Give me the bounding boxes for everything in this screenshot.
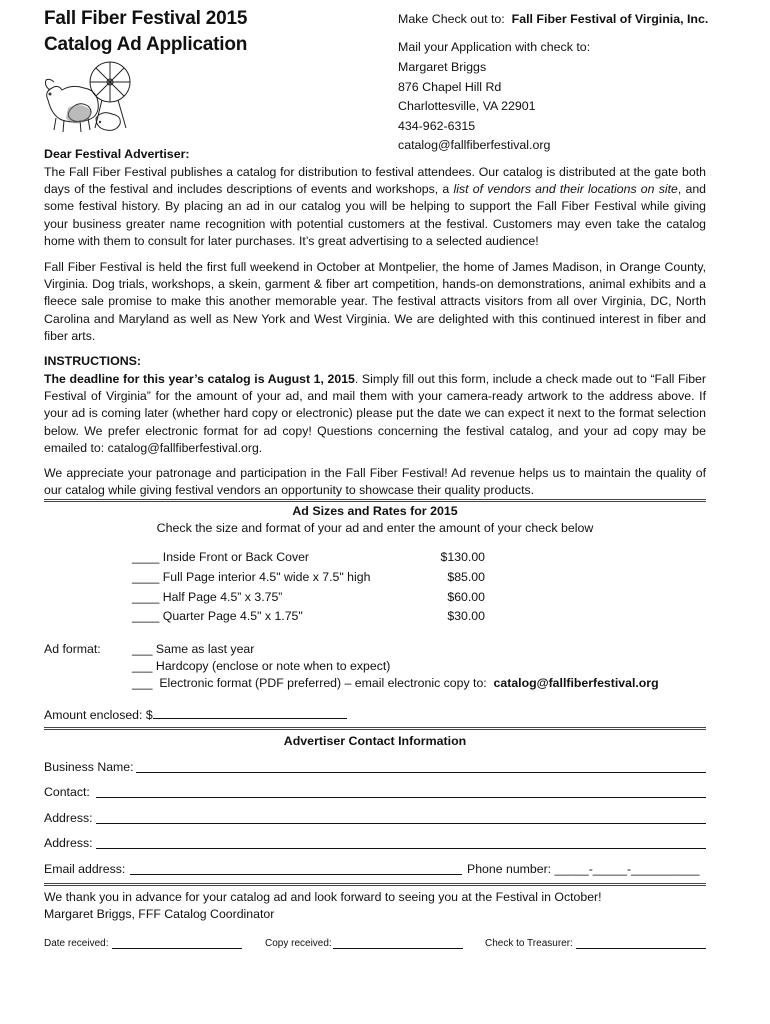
format-option-text: ___ Electronic format (PDF preferred) – email electronic copy to: — [132, 676, 494, 690]
address-label: Address: — [44, 811, 93, 825]
rates-heading: Ad Sizes and Rates for 2015 — [292, 504, 458, 518]
phone-field[interactable]: Phone number: _____-_____-__________ — [467, 862, 700, 876]
section-divider — [44, 727, 706, 730]
section-divider — [44, 499, 706, 502]
date-received-label: Date received: — [44, 938, 109, 949]
rate-option-cover[interactable]: ____ Inside Front or Back Cover — [132, 550, 310, 564]
address-field-1[interactable] — [96, 811, 706, 824]
deadline-text: The deadline for this year’s catalog is August 1, 2015 — [44, 372, 355, 386]
copy-received-field[interactable] — [333, 938, 463, 949]
format-option-electronic[interactable] — [132, 676, 659, 690]
closing-thanks: We thank you in advance for your catalog ad and look forward to seeing you at the Festival in October! — [44, 890, 602, 904]
email-field[interactable] — [130, 862, 462, 875]
check-payee: Fall Fiber Festival of Virginia, Inc. — [511, 12, 709, 26]
mail-address — [398, 58, 550, 156]
title-line-1: Fall Fiber Festival 2015 — [44, 8, 248, 29]
address-line: catalog@fallfiberfestival.org — [398, 138, 551, 152]
paragraph-appreciation: We appreciate your patronage and participation in the Fall Fiber Festival! Ad revenue helps us to maintain the quality of our catalog while giving festival vendors an opportunity to showcase their quality products. — [44, 466, 706, 498]
address-line: Charlottesville, VA 22901 — [398, 99, 536, 113]
rate-price: $85.00 — [447, 570, 485, 584]
check-label: Make Check out to: — [398, 12, 505, 26]
contact-field[interactable] — [96, 785, 706, 798]
check-payable-line — [398, 10, 708, 30]
amount-label: Amount enclosed: $ — [44, 708, 153, 722]
rate-option-half-page[interactable]: ____ Half Page 4.5” x 3.75” — [132, 590, 283, 604]
check-treasurer-label: Check to Treasurer: — [485, 938, 573, 949]
address-label: Address: — [44, 836, 93, 850]
rate-option-full-page[interactable]: ____ Full Page interior 4.5" wide x 7.5" high — [132, 570, 371, 584]
address-field-2[interactable] — [96, 836, 706, 849]
format-option-hardcopy[interactable]: ___ Hardcopy (enclose or note when to expect) — [132, 659, 391, 673]
check-treasurer-field[interactable] — [576, 938, 706, 949]
rates-subheading: Check the size and format of your ad and enter the amount of your check below — [156, 521, 594, 535]
paragraph-festival-info: Fall Fiber Festival is held the first full weekend in October at Montpelier, the home of James Madison, in Orange County, Virginia. Dog trials, workshops, a skein, garment & fiber art competition, hands-on demonstrations, animal exhibits and a fleece sale promise to make this another memorable year. The festival attracts visitors from all over Virginia, DC, North Carolina and Maryland as well as New York and West Virginia. We are delighted with this continued interest in fiber and fiber arts. — [44, 260, 706, 343]
rate-price: $130.00 — [440, 550, 485, 564]
copy-received-label: Copy received: — [265, 938, 332, 949]
ad-format-label: Ad format: — [44, 642, 101, 656]
mail-label: Mail your Application with check to: — [398, 40, 591, 54]
sheep-spinning-wheel-illustration — [40, 60, 140, 135]
format-email: catalog@fallfiberfestival.org — [493, 676, 659, 690]
contact-label: Contact: — [44, 785, 90, 799]
paragraph-text: , and some festival history. By placing an ad in our catalog you will be helping to support the Fall Fiber Festival while giving your business greater name recognition with potential customers at the festival. Customers may even take the catalog home with them to consult for later purchases. It’s great advertising to a selected audience! — [44, 182, 706, 248]
paragraph-instructions — [44, 371, 706, 457]
amount-enclosed — [44, 706, 347, 722]
business-name-label: Business Name: — [44, 760, 134, 774]
instructions-heading: INSTRUCTIONS: — [44, 354, 142, 368]
closing-signature: Margaret Briggs, FFF Catalog Coordinator — [44, 907, 275, 921]
section-divider — [44, 883, 706, 886]
paragraph-text: The Fall Fiber Festival publishes a catalog for distribution to festival attendees. Our catalog is distributed at the gate both days of the festival and includes descriptions of events and workshops, a — [44, 165, 706, 197]
business-name-field[interactable] — [136, 760, 706, 773]
email-label: Email address: — [44, 862, 126, 876]
date-received-field[interactable] — [112, 938, 242, 949]
paragraph-catalog-intro — [44, 164, 706, 250]
contact-heading: Advertiser Contact Information — [283, 734, 467, 748]
paragraph-italic: list of vendors and their locations on site — [453, 182, 678, 197]
rate-price: $30.00 — [447, 609, 485, 623]
rate-price: $60.00 — [447, 590, 485, 604]
format-option-same[interactable]: ___ Same as last year — [132, 642, 255, 656]
rate-option-quarter-page[interactable]: ____ Quarter Page 4.5" x 1.75" — [132, 609, 303, 623]
title-line-2: Catalog Ad Application — [44, 34, 248, 55]
address-line: Margaret Briggs — [398, 60, 487, 74]
address-line: 434-962-6315 — [398, 118, 476, 133]
salutation: Dear Festival Advertiser: — [44, 147, 190, 161]
address-line: 876 Chapel Hill Rd — [398, 79, 502, 94]
amount-input-line[interactable] — [153, 706, 347, 719]
paragraph-text: . Simply fill out this form, include a check made out to “Fall Fiber Festival of Virginia” for the amount of your ad, and mail them with your camera-ready artwork to the address above. If your ad is coming later (whether hard copy or electronic) please put the date we can expect it next to the format selection below. We prefer electronic format for ad copy! Questions concerning the festival catalog, and your ad copy may be emailed to: catalog@fallfiberfestival.org. — [44, 372, 706, 455]
